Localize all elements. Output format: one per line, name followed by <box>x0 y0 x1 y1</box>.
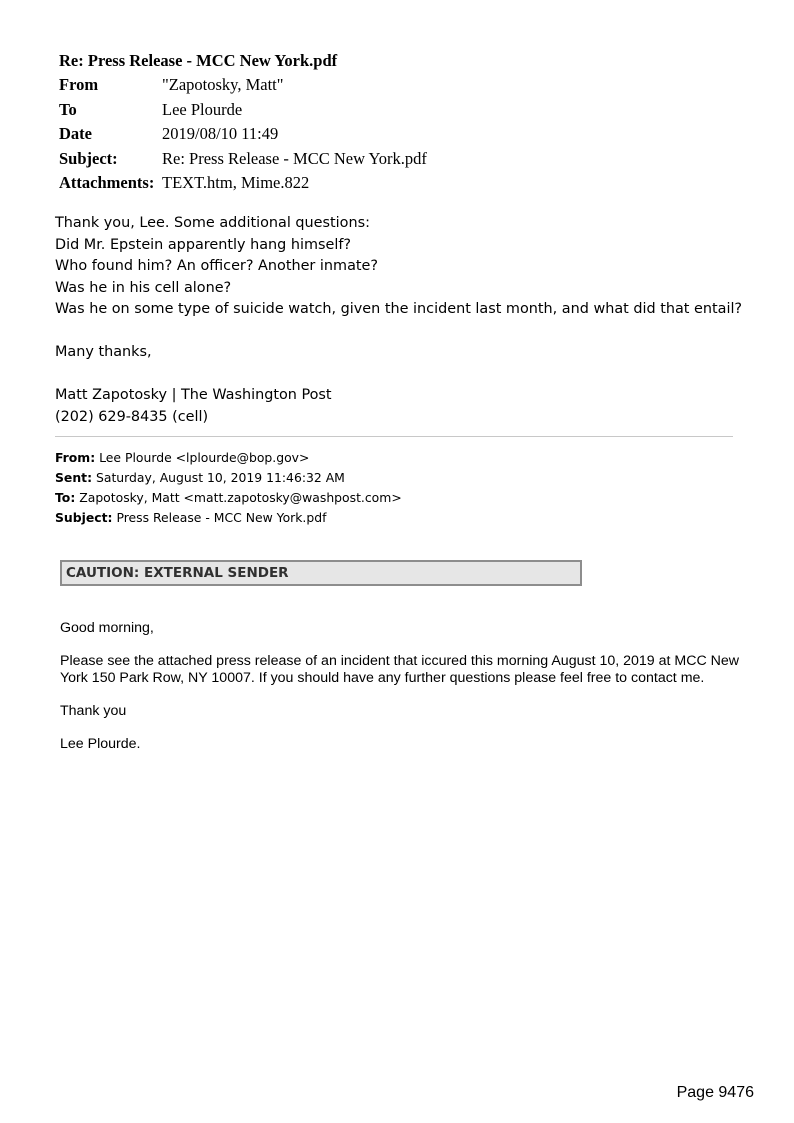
signature-phone: (202) 629-8435 (cell) <box>55 408 209 425</box>
signature-name: Matt Zapotosky | The Washington Post <box>55 387 332 403</box>
header-value: "Zapotosky, Matt" <box>162 75 284 94</box>
thanks: Thank you <box>60 703 127 719</box>
reply-line: Was he in his cell alone? <box>55 279 232 296</box>
reply-body <box>55 213 765 428</box>
fwd-sent-line <box>55 468 402 488</box>
header-row-from <box>59 73 427 98</box>
header-value: Re: Press Release - MCC New York.pdf <box>162 148 427 168</box>
fwd-from-value: Lee Plourde <lplourde@bop.gov> <box>99 450 310 465</box>
fwd-from-line <box>55 448 402 468</box>
divider <box>55 436 733 437</box>
email-header <box>59 48 427 196</box>
header-key: Subject: <box>59 148 118 168</box>
fwd-label: Subject: <box>55 510 113 525</box>
sender-sign: Lee Plourde. <box>60 736 141 752</box>
attachments-value[interactable]: TEXT.htm, Mime.822 <box>162 173 310 192</box>
spacer <box>55 321 765 343</box>
header-row-to <box>59 98 427 123</box>
email-subject-title: Re: Press Release - MCC New York.pdf <box>59 51 338 70</box>
reply-line: Who found him? An officer? Another inmate? <box>55 258 379 274</box>
forwarded-header <box>55 448 402 528</box>
greeting: Good morning, <box>60 620 154 636</box>
header-key: From <box>59 75 99 94</box>
fwd-subject-value: Press Release - MCC New York.pdf <box>116 510 327 525</box>
original-message-body <box>60 620 750 769</box>
header-value: 2019/08/10 11:49 <box>162 124 279 143</box>
fwd-to-value: Zapotosky, Matt <matt.zapotosky@washpost.com> <box>79 490 402 505</box>
header-key: Attachments: <box>59 173 155 192</box>
spacer <box>55 364 765 386</box>
caution-banner: CAUTION: EXTERNAL SENDER <box>60 560 582 586</box>
fwd-sent-value: Saturday, August 10, 2019 11:46:32 AM <box>95 470 345 485</box>
header-row-attachments <box>59 171 427 196</box>
reply-line: Was he on some type of suicide watch, given the incident last month, and what did that entail? <box>55 301 743 317</box>
page-number: Page 9476 <box>676 1084 754 1101</box>
fwd-to-line <box>55 488 402 508</box>
reply-line: Thank you, Lee. Some additional questions: <box>55 215 370 231</box>
fwd-subject-line <box>55 508 402 528</box>
header-key: To <box>59 99 77 119</box>
reply-closing: Many thanks, <box>55 344 152 360</box>
header-key: Date <box>59 124 92 143</box>
header-row-date <box>59 122 427 147</box>
fwd-label: Sent: <box>55 470 93 485</box>
message-paragraph: Please see the attached press release of an incident that iccured this morning August 10, 2019 at MCC New York 150 Park Row, NY 10007. If you should have any further questions please feel free to contact me. <box>60 653 740 686</box>
reply-line: Did Mr. Epstein apparently hang himself? <box>55 236 352 253</box>
fwd-label: From: <box>55 450 96 465</box>
fwd-label: To: <box>55 490 76 505</box>
header-value: Lee Plourde <box>162 99 243 119</box>
header-row-subject <box>59 147 427 172</box>
